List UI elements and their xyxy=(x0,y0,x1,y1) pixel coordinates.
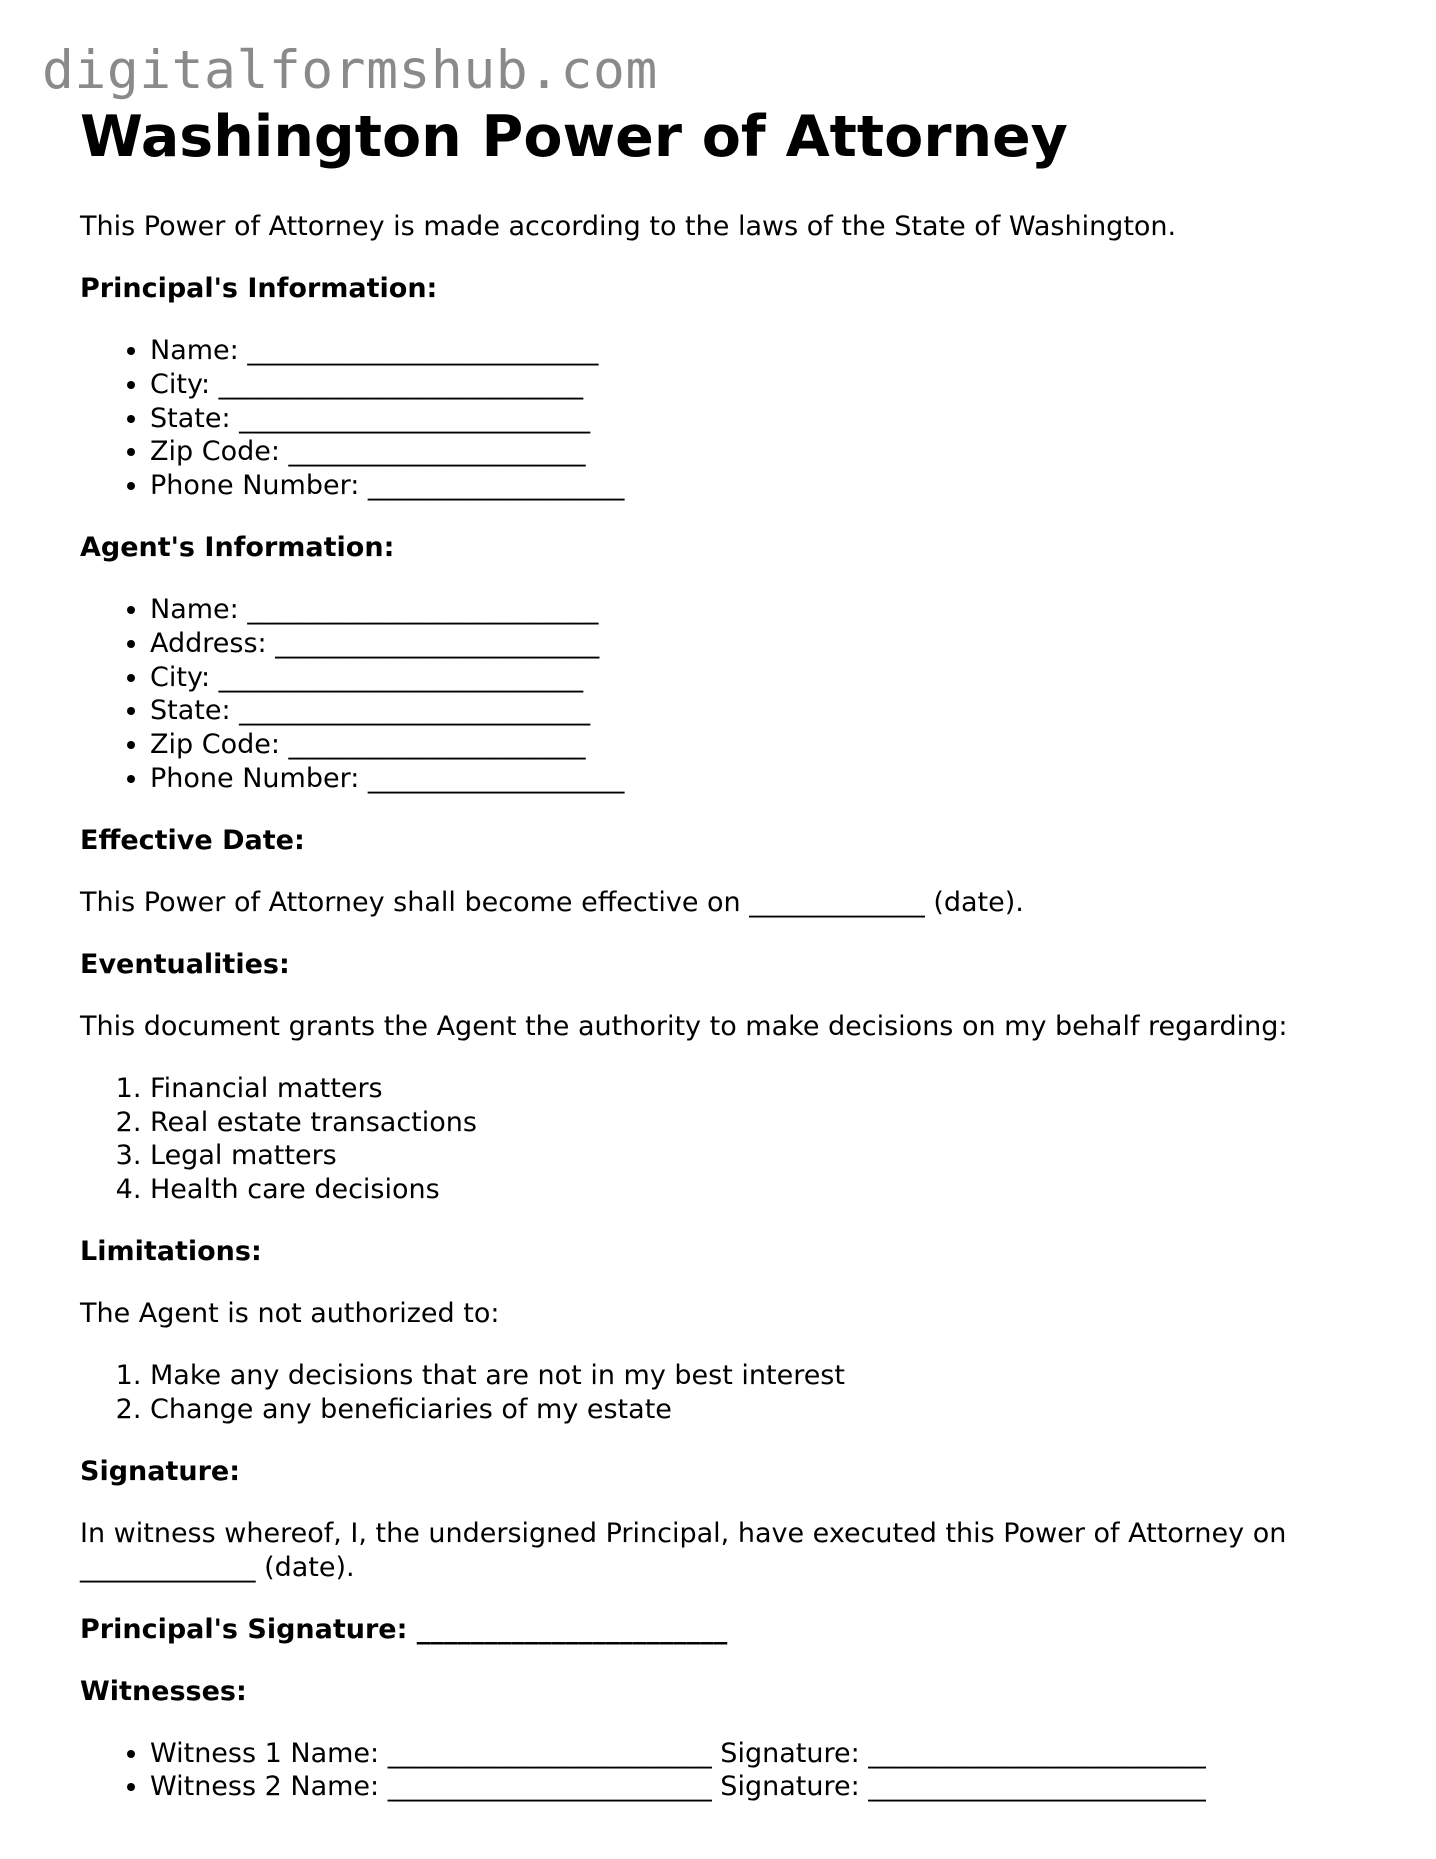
eventualities-heading: Eventualities: xyxy=(80,948,290,980)
list-item: 1. Financial matters xyxy=(150,1072,1380,1106)
page-title: Washington Power of Attorney xyxy=(80,104,1068,170)
document xyxy=(80,104,1380,1804)
principal-name-field[interactable]: • Name: __________________________ xyxy=(150,334,1380,368)
limitations-list xyxy=(80,1359,1380,1427)
signature-heading: Signature: xyxy=(80,1455,241,1487)
limitations-heading: Limitations: xyxy=(80,1235,262,1267)
watermark: digitalformshub.com xyxy=(42,40,658,101)
list-item: 1. Make any decisions that are not in my best interest xyxy=(150,1359,1380,1393)
agent-phone-field[interactable]: • Phone Number: ___________________ xyxy=(150,762,1380,796)
witnesses-heading: Witnesses: xyxy=(80,1675,247,1707)
principal-zip-field[interactable]: • Zip Code: ______________________ xyxy=(150,435,1380,469)
agent-name-field[interactable]: • Name: __________________________ xyxy=(150,593,1380,627)
principal-phone-field[interactable]: • Phone Number: ___________________ xyxy=(150,469,1380,503)
list-item: 2. Change any beneficiaries of my estate xyxy=(150,1393,1380,1427)
principal-heading: Principal's Information: xyxy=(80,273,438,304)
principal-city-field[interactable]: • City: ___________________________ xyxy=(150,368,1380,402)
limitations-text: The Agent is not authorized to: xyxy=(80,1297,500,1329)
principal-signature-line[interactable]: Principal's Signature: _______________________ xyxy=(80,1613,728,1645)
witness-2-line[interactable]: • Witness 2 Name: ________________________ Signature: _________________________ xyxy=(150,1770,1380,1804)
principal-state-field[interactable]: • State: __________________________ xyxy=(150,402,1380,436)
signature-text[interactable]: In witness whereof, I, the undersigned Principal, have executed this Power of Attorney on _____________ (date). xyxy=(80,1517,1287,1583)
list-item: 3. Legal matters xyxy=(150,1139,1380,1173)
effective-date-heading: Effective Date: xyxy=(80,824,305,856)
agent-state-field[interactable]: • State: __________________________ xyxy=(150,694,1380,728)
agent-fields xyxy=(80,593,1380,796)
principal-fields xyxy=(80,334,1380,503)
agent-city-field[interactable]: • City: ___________________________ xyxy=(150,661,1380,695)
intro-text: This Power of Attorney is made according to the laws of the State of Washington. xyxy=(80,211,1177,242)
effective-date-text[interactable]: This Power of Attorney shall become effective on _____________ (date). xyxy=(80,886,1024,918)
agent-heading: Agent's Information: xyxy=(80,531,395,563)
eventualities-text: This document grants the Agent the authority to make decisions on my behalf regarding: xyxy=(80,1010,1288,1042)
agent-zip-field[interactable]: • Zip Code: ______________________ xyxy=(150,728,1380,762)
agent-address-field[interactable]: • Address: ________________________ xyxy=(150,627,1380,661)
witness-1-line[interactable]: • Witness 1 Name: ________________________ Signature: _________________________ xyxy=(150,1737,1380,1771)
witnesses-list xyxy=(80,1737,1380,1805)
list-item: 4. Health care decisions xyxy=(150,1173,1380,1207)
list-item: 2. Real estate transactions xyxy=(150,1106,1380,1140)
eventualities-list xyxy=(80,1072,1380,1207)
